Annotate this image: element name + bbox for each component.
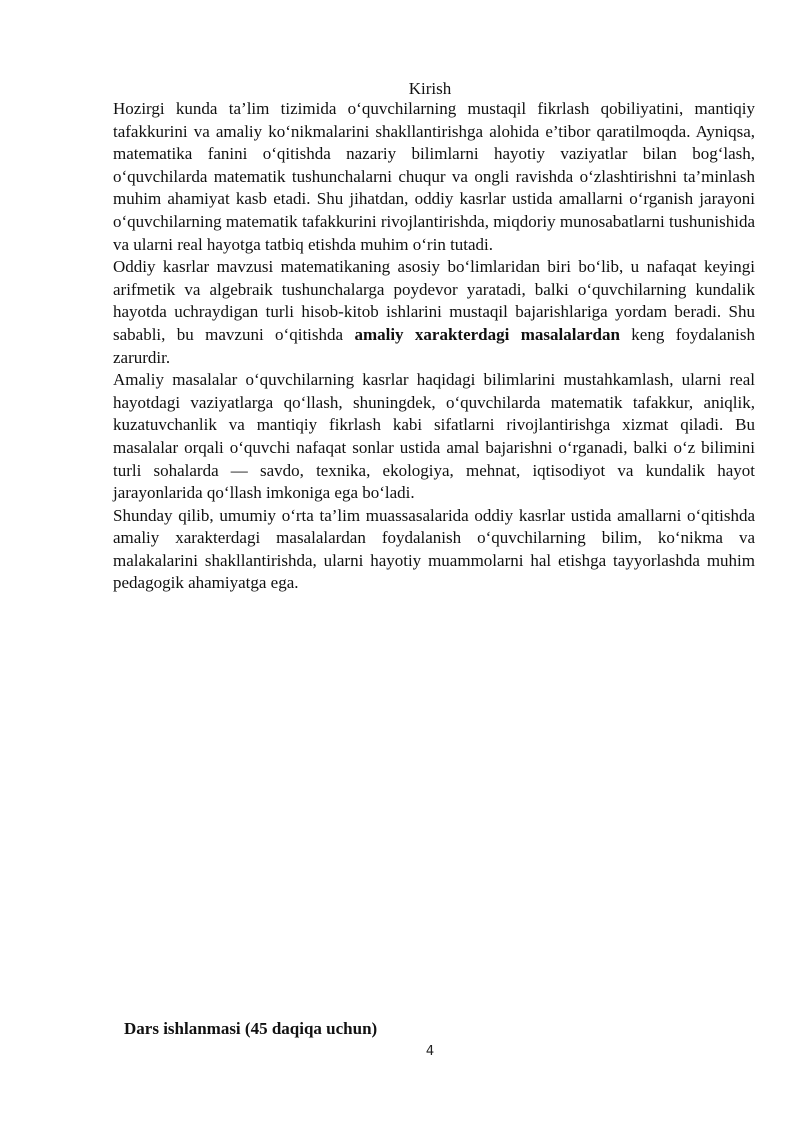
body-text	[113, 98, 755, 595]
section-title: Kirish	[408, 79, 452, 98]
lesson-plan-heading: Dars ishlanmasi (45 daqiqa uchun)	[124, 1019, 378, 1038]
page-number: 4	[425, 1044, 435, 1059]
paragraph-2-text-before: Oddiy kasrlar mavzusi matematikaning asosiy bo‘limlaridan biri bo‘lib, u nafaqat keyingi arifmetik va algebraik tushunchalarga poydevor yaratadi, balki o‘quvchilarning kundalik hayotda uchraydigan turli hisob-kitob ishlarini mustaqil bajarishlariga yordam beradi. Shu sababli, bu mavzuni o‘qitishda	[113, 257, 755, 344]
paragraph-2	[113, 256, 755, 369]
paragraph-4: Shunday qilib, umumiy o‘rta ta’lim muassasalarida oddiy kasrlar ustida amallarni o‘qitishda amaliy xarakterdagi masalalardan foydalanish o‘quvchilarning bilim, ko‘nikma va malakalarini shakllantirishda, ularni hayotiy muammolarni hal etishga tayyorlashda muhim pedagogik ahamiyatga ega.	[113, 505, 755, 593]
paragraph-1: Hozirgi kunda ta’lim tizimida o‘quvchilarning mustaqil fikrlash qobiliyatini, mantiqiy tafakkurini va amaliy ko‘nikmalarini shakllantirishga alohida e’tibor qaratilmoqda. Ayniqsa, matematika fanini o‘qitishda nazariy bilimlarni hayotiy vaziyatlar bilan bog‘lash, o‘quvchilarda matematik tushunchalarni chuqur va ongli ravishda o‘zlashtirishni ta’minlash muhim ahamiyat kasb etadi. Shu jihatdan, oddiy kasrlar ustida amallarni o‘rganish jarayoni o‘quvchilarning matematik tafakkurini rivojlantirishda, miqdoriy munosabatlarni tushunishida va ularni real hayotga tatbiq etishda muhim o‘rin tutadi.	[113, 99, 755, 254]
paragraph-2-bold-phrase: amaliy xarakterdagi masalalardan	[354, 324, 620, 344]
paragraph-2-text-after: keng foydalanish zarurdir.	[113, 324, 756, 367]
paragraph-3: Amaliy masalalar o‘quvchilarning kasrlar haqidagi bilimlarini mustahkamlash, ularni real hayotdagi vaziyatlarga qo‘llash, shuningdek, o‘quvchilarda matematik tafakkur, aniqlik, kuzatuvchanlik va mantiqiy fikrlash kabi sifatlarni rivojlantirishga xizmat qiladi. Bu masalalar orqali o‘quvchi nafaqat sonlar ustida amal bajarishni o‘rganadi, balki o‘z bilimini turli sohalarda — savdo, texnika, ekologiya, mehnat, iqtisodiyot va kundalik hayot jarayonlarida qo‘llash imkoniga ega bo‘ladi.	[113, 370, 755, 503]
